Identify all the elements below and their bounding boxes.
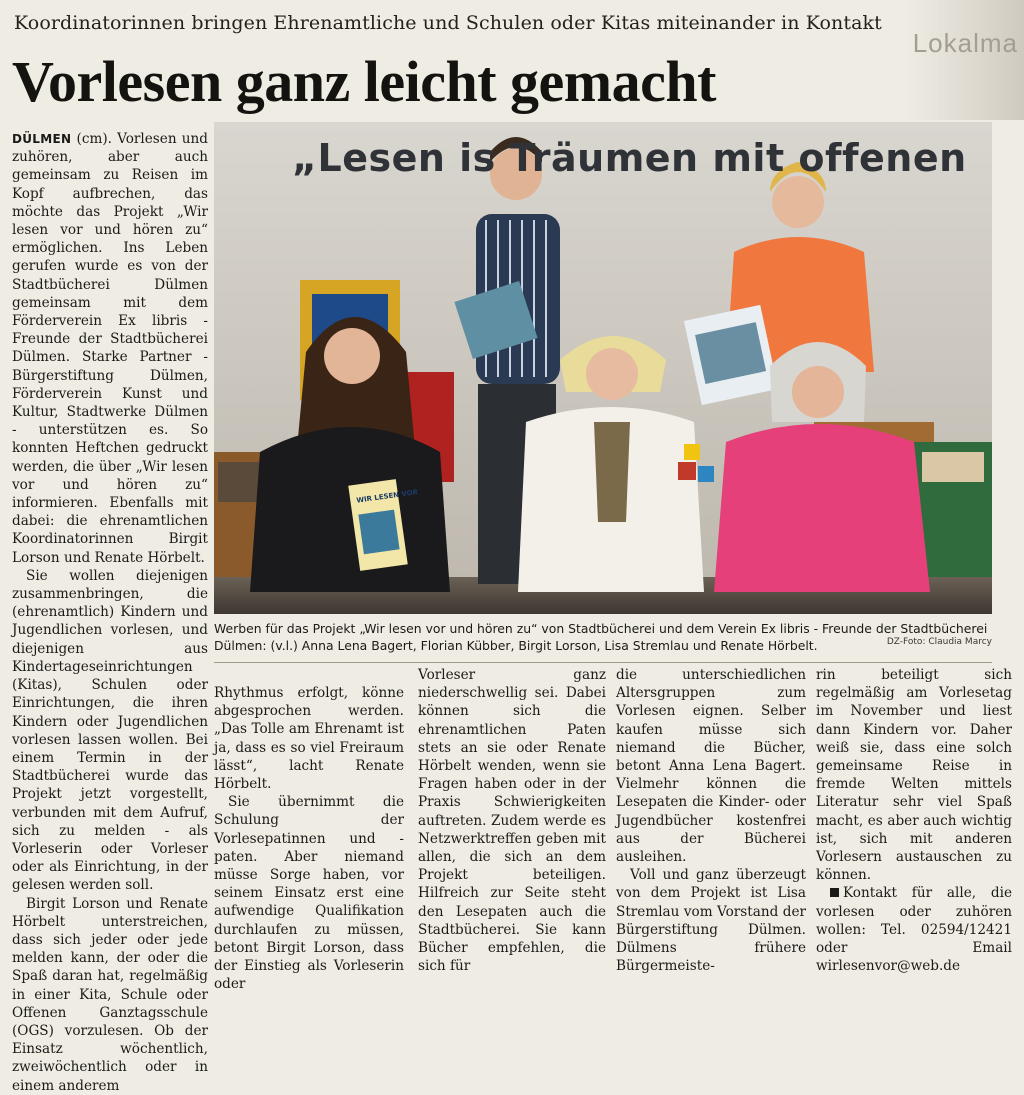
flyer-title: WIR LESEN VOR <box>355 488 419 505</box>
paragraph: Vorleser ganz niederschwellig sei. Dabei können sich die ehrenamtlichen Paten stets an sie oder Renate Hörbelt wenden, wenn sie Fragen haben oder in der Praxis Schwierigkeiten auftreten. Zudem werde es Netzwerktreffen geben mit allen, die sich an dem Projekt beteiligen. Hilfreich zur Seite steht den Lesepaten auch die Stadtbücherei. Sie kann Bücher empfehlen, die sich für <box>418 667 606 975</box>
article-column-5 <box>816 666 1012 975</box>
paragraph <box>12 130 208 567</box>
paragraph: Sie übernimmt die Schulung der Vorlesepatinnen und -paten. Aber niemand müsse Sorge haben, vor seinem Einsatz erst eine aufwendige Qualifikation durchlaufen zu müssen, betont Birgit Lorson, dass der Einstieg als Vorleserin oder <box>214 794 404 993</box>
article-column-1 <box>12 130 208 1094</box>
article-column-2 <box>214 684 404 993</box>
paragraph: die unterschiedlichen Altersgruppen zum Vorlesen eignen. Selber kaufen müsse sich niemand die Bücher, betont Anna Lena Bagert. Vielmehr können die Lesepaten die Kinder- oder Jugendbücher kostenfrei aus der Bücherei ausleihen. <box>616 667 806 866</box>
caption-divider <box>214 662 992 663</box>
paragraph-text: (cm). Vorlesen und zuhören, aber auch gemeinsam zu Reisen im Kopf aufbrechen, das möchte das Projekt „Wir lesen vor und hören zu“ ermöglichen. Ins Leben gerufen wurde es von der Stadtbücherei Dülmen gemeinsam mit dem Förderverein Ex libris - Freunde der Stadtbücherei Dülmen. Starke Partner - Bürgerstiftung Dülmen, Förderverein Kunst und Kultur, Stadtwerke Dülmen - unterstützen es. So konnten Heftchen gedruckt werden, die über „Wir lesen vor und hören zu“ informieren. Ebenfalls mit dabei: die ehrenamtlichen Koordinatorinnen Birgit Lorson und Renate Hörbelt. <box>12 131 208 566</box>
paragraph: Birgit Lorson und Renate Hörbelt unterstreichen, dass sich jeder oder jede melden kann, der oder die Spaß daran hat, regelmäßig in einer Kita, Schule oder Offenen Ganztagsschule (OGS) vorzulesen. Ob der Einsatz wöchentlich, zweiwöchentlich oder in einem anderem <box>12 895 208 1094</box>
adjacent-page-text: Lokalma <box>912 28 1018 58</box>
adjacent-page-edge <box>904 0 1024 120</box>
contact-info <box>816 884 1012 975</box>
photo-banner-text: „Lesen is Träumen mit offenen <box>292 136 967 180</box>
photo-caption: Werben für das Projekt „Wir lesen vor und hören zu“ von Stadtbücherei und dem Verein Ex libris - Freunde der Stadtbücherei Dülmen: (v.l.) Anna Lena Bagert, Florian Kübber, Birgit Lorson, Lisa Stremlau und Renate Hörbelt. <box>214 621 988 653</box>
group-photo-illustration <box>214 122 992 614</box>
paragraph: Voll und ganz überzeugt von dem Projekt ist Lisa Stremlau vom Vorstand der Bürgerstiftung Dülmen. Dülmens frühere Bürgermeiste- <box>616 867 806 975</box>
article-kicker: Koordinatorinnen bringen Ehrenamtliche und Schulen oder Kitas miteinander in Kontakt <box>14 12 882 34</box>
contact-text: Kontakt für alle, die vorlesen oder zuhören wollen: Tel. 02594/12421 oder Email wirlesenvor@web.de <box>816 885 1012 975</box>
article-photo <box>214 122 992 614</box>
article-headline: Vorlesen ganz leicht gemacht <box>12 49 716 114</box>
paragraph: rin beteiligt sich regelmäßig am Vorlesetag im November und liest dann Kindern vor. Daher weiß sie, dass eine solch gemeinsame Reise in fremde Welten mittels Literatur sehr viel Spaß macht, es aber auch wichtig ist, sich mit anderen Vorlesern austauschen zu können. <box>816 667 1012 884</box>
paragraph: Rhythmus erfolgt, könne abgesprochen werden. „Das Tolle am Ehrenamt ist ja, dass es so viel Freiraum lässt“, lacht Renate Hörbelt. <box>214 685 404 793</box>
article-column-3 <box>418 666 606 975</box>
bullet-square-icon <box>830 888 839 897</box>
dateline: DÜLMEN <box>12 132 72 146</box>
paragraph: Sie wollen diejenigen zusammenbringen, die (ehrenamtlich) Kindern und Jugendlichen vorlesen, und diejenigen aus Kindertageseinrichtungen (Kitas), Schulen oder Einrichtungen, die ihren Kindern oder Jugendlichen vorlesen lassen wollen. Bei einem Termin in der Stadtbücherei wurde das Projekt jetzt vorgestellt, verbunden mit dem Aufruf, sich zu melden - als Vorleserin oder Vorleser oder als Einrichtung, in der gelesen werden soll. <box>12 567 208 894</box>
photo-credit: DZ-Foto: Claudia Marcy <box>886 637 992 647</box>
article-column-4 <box>616 666 806 975</box>
